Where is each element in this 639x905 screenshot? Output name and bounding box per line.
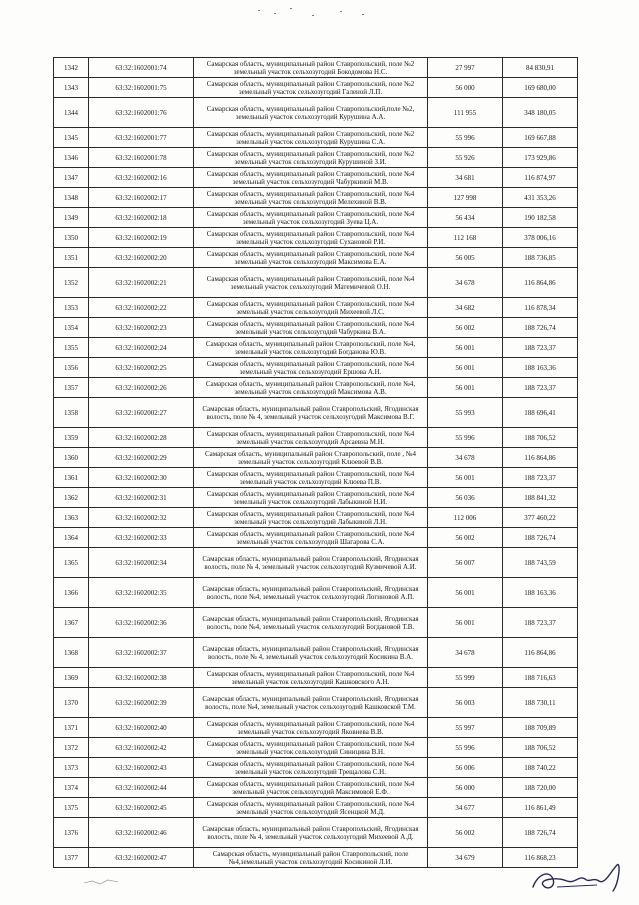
cadastral-value-cell: 116 864,86 — [503, 448, 578, 468]
area-cell: 34 681 — [428, 168, 503, 188]
cadastral-number-cell: 63:32:1602002:32 — [89, 508, 194, 528]
row-number-cell: 1347 — [54, 168, 89, 188]
cadastral-number-cell: 63:32:1602002:18 — [89, 208, 194, 228]
row-number-cell: 1356 — [54, 358, 89, 378]
area-cell: 56 000 — [428, 78, 503, 98]
address-cell: Самарская область, муниципальный район Ставропольский, Ягодинская волость, поле № 4, земельный участок сельхозугодий Косикина В.А. — [194, 638, 428, 668]
address-cell: Самарская область, муниципальный район Ставропольский, поле №2 земельный участок сельхозугодий Курушиной З.И. — [194, 148, 428, 168]
cadastral-value-cell: 169 667,88 — [503, 128, 578, 148]
cadastral-value-cell: 188 736,85 — [503, 248, 578, 268]
table-row — [54, 318, 578, 338]
row-number-cell: 1377 — [54, 848, 89, 868]
table-row — [54, 298, 578, 318]
row-number-cell: 1359 — [54, 428, 89, 448]
area-cell: 55 993 — [428, 398, 503, 428]
table-row — [54, 78, 578, 98]
table-row — [54, 778, 578, 798]
row-number-cell: 1348 — [54, 188, 89, 208]
table-row — [54, 398, 578, 428]
table-row — [54, 148, 578, 168]
area-cell: 34 678 — [428, 448, 503, 468]
cadastral-value-cell: 116 864,86 — [503, 268, 578, 298]
area-cell: 55 999 — [428, 668, 503, 688]
area-cell: 56 001 — [428, 358, 503, 378]
address-cell: Самарская область, муниципальный район Ставропольский, поле №4,земельный участок сельхозугодий Косикиной Л.И. — [194, 848, 428, 868]
area-cell: 56 002 — [428, 818, 503, 848]
row-number-cell: 1376 — [54, 818, 89, 848]
cadastral-value-cell: 188 726,74 — [503, 528, 578, 548]
table-row — [54, 468, 578, 488]
cadastral-value-cell: 188 696,41 — [503, 398, 578, 428]
cadastral-number-cell: 63:32:1602002:21 — [89, 268, 194, 298]
scan-marks — [250, 6, 390, 20]
cadastral-number-cell: 63:32:1602002:26 — [89, 378, 194, 398]
address-cell: Самарская область, муниципальный район Ставропольский, поле №4 земельный участок сельхозугодий Лабыкиной Н.И. — [194, 488, 428, 508]
row-number-cell: 1354 — [54, 318, 89, 338]
scan-smudge — [82, 873, 122, 887]
table-row — [54, 668, 578, 688]
area-cell: 34 682 — [428, 298, 503, 318]
cadastral-number-cell: 63:32:1602002:19 — [89, 228, 194, 248]
table-row — [54, 548, 578, 578]
area-cell: 56 002 — [428, 528, 503, 548]
address-cell: Самарская область, муниципальный район Ставропольский, поле №4, земельный участок сельхозугодий Максимова А.В. — [194, 378, 428, 398]
row-number-cell: 1363 — [54, 508, 89, 528]
area-cell: 112 006 — [428, 508, 503, 528]
cadastral-number-cell: 63:32:1602001:75 — [89, 78, 194, 98]
area-cell: 55 996 — [428, 738, 503, 758]
cadastral-value-cell: 190 182,58 — [503, 208, 578, 228]
table-row — [54, 798, 578, 818]
row-number-cell: 1361 — [54, 468, 89, 488]
cadastral-value-cell: 84 830,91 — [503, 58, 578, 78]
table-row — [54, 128, 578, 148]
area-cell: 56 001 — [428, 578, 503, 608]
table-row — [54, 268, 578, 298]
cadastral-number-cell: 63:32:1602002:23 — [89, 318, 194, 338]
row-number-cell: 1353 — [54, 298, 89, 318]
area-cell: 34 677 — [428, 798, 503, 818]
address-cell: Самарская область, муниципальный район Ставропольский, поле №4 земельный участок сельхозугодий Матемичевой О.Н. — [194, 268, 428, 298]
table-row — [54, 358, 578, 378]
cadastral-value-cell: 188 709,89 — [503, 718, 578, 738]
area-cell: 34 678 — [428, 268, 503, 298]
cadastral-value-cell: 377 460,22 — [503, 508, 578, 528]
table-row — [54, 738, 578, 758]
area-cell: 56 002 — [428, 318, 503, 338]
cadastral-number-cell: 63:32:1602002:29 — [89, 448, 194, 468]
cadastral-value-cell: 188 726,74 — [503, 318, 578, 338]
table-row — [54, 188, 578, 208]
area-cell: 55 997 — [428, 718, 503, 738]
row-number-cell: 1352 — [54, 268, 89, 298]
cadastral-value-cell: 188 730,11 — [503, 688, 578, 718]
cadastral-number-cell: 63:32:1602002:37 — [89, 638, 194, 668]
table-row — [54, 688, 578, 718]
land-plot-registry-table — [53, 57, 578, 868]
table-row — [54, 448, 578, 468]
cadastral-value-cell: 169 680,00 — [503, 78, 578, 98]
address-cell: Самарская область, муниципальный район Ставропольский, поле №4 земельный участок сельхозугодий Максимовой Е.Ф. — [194, 778, 428, 798]
row-number-cell: 1349 — [54, 208, 89, 228]
table-row — [54, 488, 578, 508]
cadastral-value-cell: 378 006,16 — [503, 228, 578, 248]
area-cell: 112 168 — [428, 228, 503, 248]
address-cell: Самарская область, муниципальный район Ставропольский, Ягодинская волость, поле № 4, земельный участок сельхозугодий Кузмичевой А.И. — [194, 548, 428, 578]
cadastral-value-cell: 188 720,00 — [503, 778, 578, 798]
cadastral-number-cell: 63:32:1602002:22 — [89, 298, 194, 318]
address-cell: Самарская область, муниципальный район Ставропольский, поле №4 земельный участок сельхозугодий Кашковского А.Н. — [194, 668, 428, 688]
cadastral-number-cell: 63:32:1602002:39 — [89, 688, 194, 718]
address-cell: Самарская область, муниципальный район Ставропольский, поле №4 земельный участок сельхозугодий Чабуркиной М.В. — [194, 168, 428, 188]
address-cell: Самарская область, муниципальный район Ставропольский, поле №4 земельный участок сельхозугодий Яковнева В.В. — [194, 718, 428, 738]
address-cell: Самарская область, муниципальный район Ставропольский, поле №4 земельный участок сельхозугодий Мелехиной В.В. — [194, 188, 428, 208]
cadastral-value-cell: 188 723,37 — [503, 378, 578, 398]
table-row — [54, 758, 578, 778]
cadastral-number-cell: 63:32:1602002:31 — [89, 488, 194, 508]
row-number-cell: 1374 — [54, 778, 89, 798]
table-row — [54, 638, 578, 668]
address-cell: Самарская область, муниципальный район Ставропольский, поле №4 земельный участок сельхозугодий Чабуркина В.А. — [194, 318, 428, 338]
row-number-cell: 1368 — [54, 638, 89, 668]
table-row — [54, 228, 578, 248]
address-cell: Самарская область, муниципальный район Ставропольский, поле №2 земельный участок сельхозугодий Бокодомова Н.С. — [194, 58, 428, 78]
cadastral-value-cell: 116 878,34 — [503, 298, 578, 318]
cadastral-value-cell: 188 723,37 — [503, 338, 578, 358]
table-row — [54, 718, 578, 738]
cadastral-value-cell: 116 868,23 — [503, 848, 578, 868]
row-number-cell: 1369 — [54, 668, 89, 688]
area-cell: 55 926 — [428, 148, 503, 168]
table-row — [54, 338, 578, 358]
table-row — [54, 528, 578, 548]
table-row — [54, 58, 578, 78]
area-cell: 34 679 — [428, 848, 503, 868]
table-row — [54, 378, 578, 398]
row-number-cell: 1362 — [54, 488, 89, 508]
row-number-cell: 1375 — [54, 798, 89, 818]
row-number-cell: 1365 — [54, 548, 89, 578]
address-cell: Самарская область, муниципальный район Ставропольский, Ягодинская волость, поле № 4, земельный участок сельхозугодий Максимова В.Г. — [194, 398, 428, 428]
table-row — [54, 508, 578, 528]
address-cell: Самарская область, муниципальный район Ставропольский,поле №2, земельный участок сельхозугодий Курушина А.А. — [194, 98, 428, 128]
address-cell: Самарская область, муниципальный район Ставропольский, поле , №4 земельный участок сельхозугодий Клюевой В.В. — [194, 448, 428, 468]
row-number-cell: 1358 — [54, 398, 89, 428]
cadastral-value-cell: 116 861,49 — [503, 798, 578, 818]
cadastral-number-cell: 63:32:1602001:76 — [89, 98, 194, 128]
address-cell: Самарская область, муниципальный район Ставропольский, поле №4 земельный участок сельхозугодий Ясенцкой М.Д. — [194, 798, 428, 818]
cadastral-value-cell: 188 163,36 — [503, 358, 578, 378]
address-cell: Самарская область, муниципальный район Ставропольский, поле №4 земельный участок сельхозугодий Зуева Ц.А. — [194, 208, 428, 228]
row-number-cell: 1346 — [54, 148, 89, 168]
cadastral-number-cell: 63:32:1602002:40 — [89, 718, 194, 738]
area-cell: 127 998 — [428, 188, 503, 208]
cadastral-value-cell: 188 743,59 — [503, 548, 578, 578]
address-cell: Самарская область, муниципальный район Ставропольский, поле №4 земельный участок сельхозугодий Ершова А.Н. — [194, 358, 428, 378]
cadastral-value-cell: 173 929,86 — [503, 148, 578, 168]
area-cell: 111 955 — [428, 98, 503, 128]
table-row — [54, 578, 578, 608]
cadastral-number-cell: 63:32:1602002:28 — [89, 428, 194, 448]
cadastral-value-cell: 188 726,74 — [503, 818, 578, 848]
row-number-cell: 1350 — [54, 228, 89, 248]
row-number-cell: 1373 — [54, 758, 89, 778]
row-number-cell: 1342 — [54, 58, 89, 78]
table-row — [54, 608, 578, 638]
table-row — [54, 428, 578, 448]
row-number-cell: 1345 — [54, 128, 89, 148]
cadastral-value-cell: 188 740,22 — [503, 758, 578, 778]
table-row — [54, 248, 578, 268]
cadastral-number-cell: 63:32:1602002:46 — [89, 818, 194, 848]
cadastral-value-cell: 188 706,52 — [503, 738, 578, 758]
address-cell: Самарская область, муниципальный район Ставропольский, Ягодинская волость, поле № 4, земельный участок сельхозугодий Михеевой А.Д. — [194, 818, 428, 848]
row-number-cell: 1355 — [54, 338, 89, 358]
handwritten-signature — [527, 857, 627, 897]
address-cell: Самарская область, муниципальный район Ставропольский, поле №4, земельный участок сельхозугодий Богданова Ю.В. — [194, 338, 428, 358]
address-cell: Самарская область, муниципальный район Ставропольский, поле №2 земельный участок сельхозугодий Галеной Л.П. — [194, 78, 428, 98]
address-cell: Самарская область, муниципальный район Ставропольский, Ягодинская волость, поле №4, земельный участок сельхозугодий Богдановой Т.В. — [194, 608, 428, 638]
row-number-cell: 1364 — [54, 528, 89, 548]
cadastral-value-cell: 188 163,36 — [503, 578, 578, 608]
area-cell: 55 996 — [428, 128, 503, 148]
cadastral-number-cell: 63:32:1602002:38 — [89, 668, 194, 688]
address-cell: Самарская область, муниципальный район Ставропольский, поле №4 земельный участок сельхозугодий Трещалова С.Н. — [194, 758, 428, 778]
cadastral-number-cell: 63:32:1602002:44 — [89, 778, 194, 798]
cadastral-value-cell: 188 723,37 — [503, 468, 578, 488]
address-cell: Самарская область, муниципальный район Ставропольский, поле №4 земельный участок сельхозугодий Михеевой Л.С. — [194, 298, 428, 318]
table-row — [54, 208, 578, 228]
cadastral-number-cell: 63:32:1602002:16 — [89, 168, 194, 188]
cadastral-number-cell: 63:32:1602002:35 — [89, 578, 194, 608]
cadastral-value-cell: 348 180,05 — [503, 98, 578, 128]
cadastral-value-cell: 431 353,26 — [503, 188, 578, 208]
table-row — [54, 168, 578, 188]
area-cell: 56 434 — [428, 208, 503, 228]
area-cell: 56 001 — [428, 338, 503, 358]
row-number-cell: 1370 — [54, 688, 89, 718]
cadastral-number-cell: 63:32:1602002:20 — [89, 248, 194, 268]
cadastral-number-cell: 63:32:1602002:17 — [89, 188, 194, 208]
cadastral-number-cell: 63:32:1602002:30 — [89, 468, 194, 488]
cadastral-value-cell: 188 716,63 — [503, 668, 578, 688]
row-number-cell: 1343 — [54, 78, 89, 98]
address-cell: Самарская область, муниципальный район Ставропольский, поле №4 земельный участок сельхозугодий Клюева П.В. — [194, 468, 428, 488]
cadastral-value-cell: 188 723,37 — [503, 608, 578, 638]
area-cell: 27 997 — [428, 58, 503, 78]
area-cell: 55 996 — [428, 428, 503, 448]
area-cell: 56 000 — [428, 778, 503, 798]
address-cell: Самарская область, муниципальный район Ставропольский, Ягодинская волость, поле №4, земельный участок сельхозугодий Кашковской Т.М. — [194, 688, 428, 718]
area-cell: 56 006 — [428, 758, 503, 778]
area-cell: 56 003 — [428, 688, 503, 718]
cadastral-number-cell: 63:32:1602002:45 — [89, 798, 194, 818]
cadastral-number-cell: 63:32:1602002:33 — [89, 528, 194, 548]
cadastral-value-cell: 188 706,52 — [503, 428, 578, 448]
row-number-cell: 1360 — [54, 448, 89, 468]
row-number-cell: 1366 — [54, 578, 89, 608]
cadastral-number-cell: 63:32:1602002:42 — [89, 738, 194, 758]
cadastral-value-cell: 116 874,97 — [503, 168, 578, 188]
cadastral-number-cell: 63:32:1602001:77 — [89, 128, 194, 148]
row-number-cell: 1372 — [54, 738, 89, 758]
address-cell: Самарская область, муниципальный район Ставропольский, поле №2 земельный участок сельхозугодий Курушина С.А. — [194, 128, 428, 148]
cadastral-number-cell: 63:32:1602002:47 — [89, 848, 194, 868]
area-cell: 56 001 — [428, 378, 503, 398]
table-row — [54, 818, 578, 848]
cadastral-number-cell: 63:32:1602002:43 — [89, 758, 194, 778]
cadastral-number-cell: 63:32:1602002:34 — [89, 548, 194, 578]
address-cell: Самарская область, муниципальный район Ставропольский, Ягодинская волость, поле №4, земельный участок сельхозугодий Логиновой А.П. — [194, 578, 428, 608]
cadastral-number-cell: 63:32:1602002:36 — [89, 608, 194, 638]
row-number-cell: 1367 — [54, 608, 89, 638]
address-cell: Самарская область, муниципальный район Ставропольский, поле №4 земельный участок сельхозугодий Синицина В.Н. — [194, 738, 428, 758]
registry-rows — [54, 58, 578, 868]
row-number-cell: 1371 — [54, 718, 89, 738]
row-number-cell: 1344 — [54, 98, 89, 128]
cadastral-number-cell: 63:32:1602002:27 — [89, 398, 194, 428]
area-cell: 34 678 — [428, 638, 503, 668]
cadastral-number-cell: 63:32:1602002:25 — [89, 358, 194, 378]
row-number-cell: 1357 — [54, 378, 89, 398]
address-cell: Самарская область, муниципальный район Ставропольский, поле №4 земельный участок сельхозугодий Максимова Е.А. — [194, 248, 428, 268]
area-cell: 56 005 — [428, 248, 503, 268]
address-cell: Самарская область, муниципальный район Ставропольский, поле №4 земельный участок сельхозугодий Шагарова С.А. — [194, 528, 428, 548]
address-cell: Самарская область, муниципальный район Ставропольский, поле №4 земельный участок сельхозугодий Лабыкиной Л.Н. — [194, 508, 428, 528]
address-cell: Самарская область, муниципальный район Ставропольский, поле №4 земельный участок сельхозугодий Сухановой Р.И. — [194, 228, 428, 248]
cadastral-value-cell: 116 864,86 — [503, 638, 578, 668]
cadastral-number-cell: 63:32:1602001:78 — [89, 148, 194, 168]
table-row — [54, 848, 578, 868]
cadastral-value-cell: 188 841,32 — [503, 488, 578, 508]
table-row — [54, 98, 578, 128]
address-cell: Самарская область, муниципальный район Ставропольский, поле №4 земельный участок сельхозугодий Арсаевна М.Н. — [194, 428, 428, 448]
area-cell: 56 001 — [428, 608, 503, 638]
cadastral-number-cell: 63:32:1602002:24 — [89, 338, 194, 358]
area-cell: 56 001 — [428, 468, 503, 488]
cadastral-number-cell: 63:32:1602001:74 — [89, 58, 194, 78]
area-cell: 56 007 — [428, 548, 503, 578]
row-number-cell: 1351 — [54, 248, 89, 268]
area-cell: 56 036 — [428, 488, 503, 508]
